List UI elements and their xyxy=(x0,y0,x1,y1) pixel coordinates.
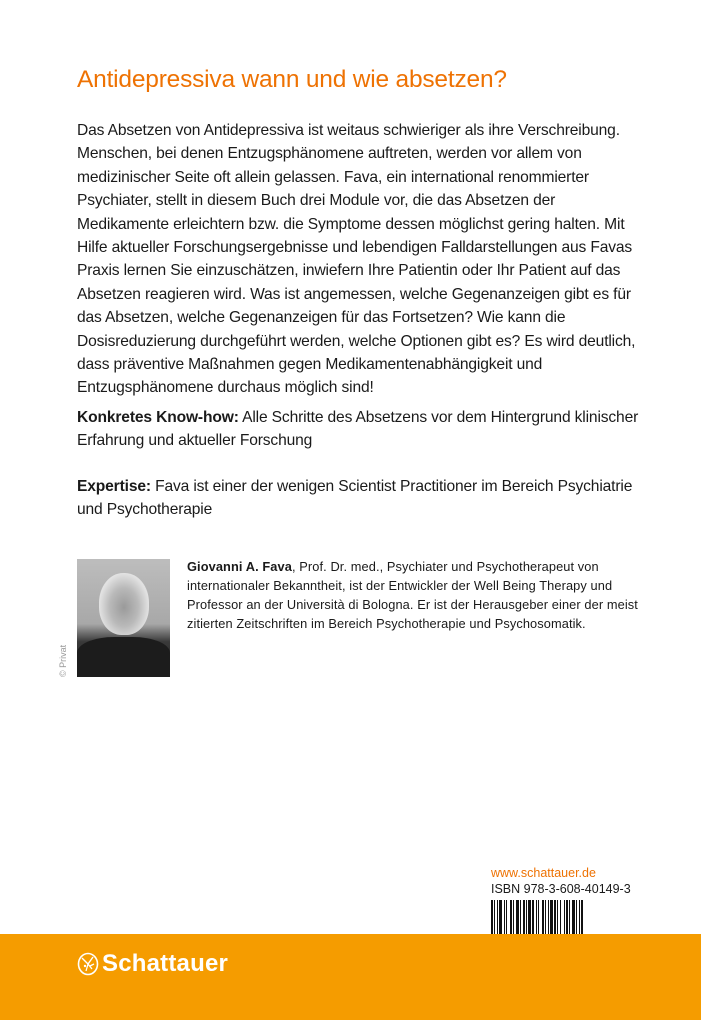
author-photo xyxy=(77,559,170,677)
schattauer-emblem-icon xyxy=(77,952,99,976)
highlight-know-how xyxy=(77,406,647,453)
highlight-expertise xyxy=(77,475,647,522)
photo-credit: © Privat xyxy=(58,644,68,677)
author-photo-shoulders xyxy=(77,637,170,677)
author-bio-text: , Prof. Dr. med., Psychiater und Psychotherapeut von internationaler Bekanntheit, ist der Entwickler der Well Being Therapy und Professor an der Università di Bologna. Er ist der Herausgeber einer der meist zitierten Zeitschriften im Bereich Psychotherapie und Psychosomatik. xyxy=(187,559,638,631)
author-photo-head xyxy=(99,573,149,635)
publisher-logo xyxy=(77,950,228,978)
author-name: Giovanni A. Fava xyxy=(187,559,292,574)
barcode xyxy=(491,900,623,934)
highlight-label: Konkretes Know-how: xyxy=(77,409,239,426)
author-bio xyxy=(187,557,647,633)
highlight-text: Alle Schritte des Absetzens vor dem Hintergrund klinischer Erfahrung und aktueller Forschung xyxy=(77,409,639,450)
isbn: ISBN 978-3-608-40149-3 xyxy=(491,882,631,896)
highlight-text: Fava ist einer der wenigen Scientist Practitioner im Bereich Psychiatrie und Psychotherapie xyxy=(77,478,633,519)
book-title: Antidepressiva wann und wie absetzen? xyxy=(77,66,507,93)
publisher-name: Schattauer xyxy=(102,950,229,977)
highlight-label: Expertise: xyxy=(77,478,151,495)
publisher-url[interactable]: www.schattauer.de xyxy=(491,866,596,880)
description-paragraph: Das Absetzen von Antidepressiva ist weitaus schwieriger als ihre Verschreibung. Menschen, bei denen Entzugsphänomene auftreten, werden vor allem von medizinischer Seite oft allein gelassen. Fava, ein international renommierter Psychiater, stellt in diesem Buch drei Module vor, die das Absetzen der Medikamente erleichtern bzw. die Symptome dessen möglichst gering halten. Mit Hilfe aktueller Forschungsergebnisse und lebendigen Falldarstellungen aus Favas Praxis lernen Sie einzuschätzen, inwiefern Ihre Patientin oder Ihr Patient auf das Absetzen reagieren wird. Was ist angemessen, welche Gegenanzeigen gibt es für das Absetzen, welche Gegenanzeigen für das Fortsetzen? Wie kann die Dosisreduzierung durchgeführt werden, welche Optionen gibt es? Es wird deutlich, dass präventive Maßnahmen gegen Medikamentenabhängigkeit und Entzugsphänomene durchaus möglich sind! xyxy=(77,122,636,397)
